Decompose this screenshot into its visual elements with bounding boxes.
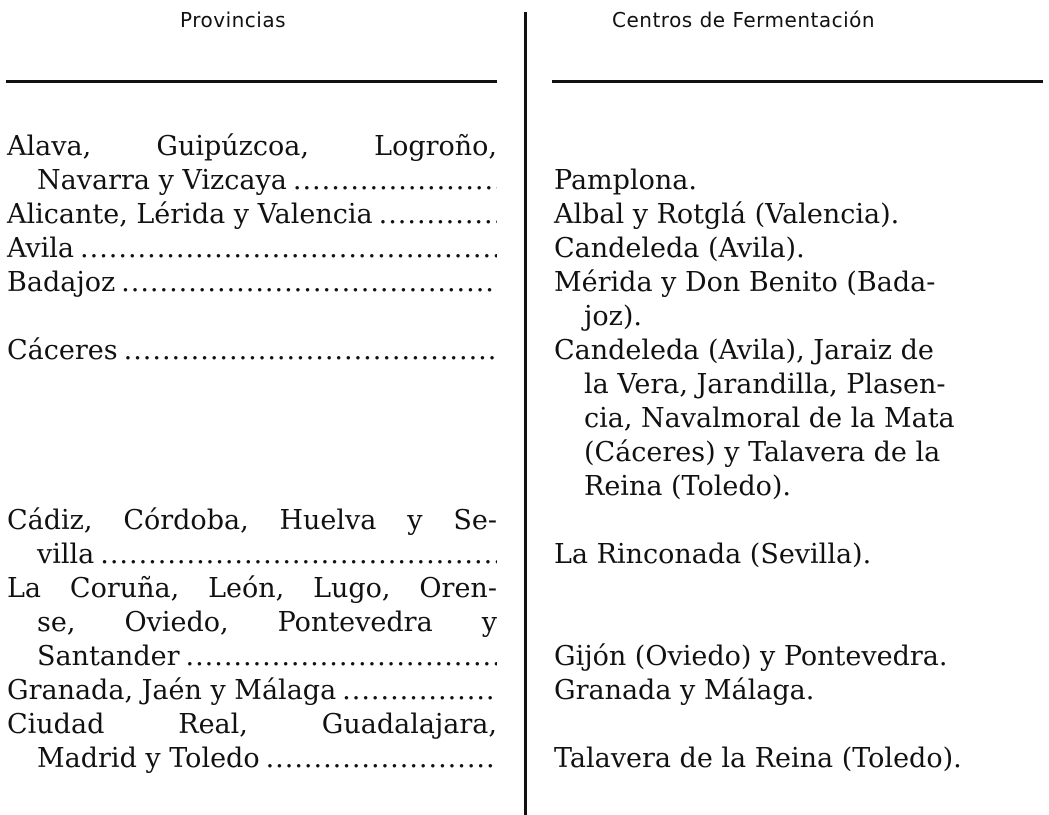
provincias-text: Granada, Jaén y Málaga: [7, 675, 337, 706]
dot-leader: [293, 164, 497, 198]
centros-cell: [554, 266, 1044, 334]
provincias-cell: [7, 232, 497, 266]
centros-text: Gijón (Oviedo) y Pontevedra.: [554, 641, 948, 672]
centros-text: Talavera de la Reina (Toledo).: [554, 743, 962, 774]
provincias-text: Madrid y Toledo: [37, 743, 260, 774]
provincias-text: Cáceres: [7, 335, 118, 366]
provincias-cell: [7, 198, 497, 232]
column-divider: [524, 12, 527, 815]
centros-cell: [554, 640, 1044, 674]
centros-text: cia, Navalmoral de la Mata: [584, 403, 955, 434]
provincias-cell: [7, 266, 497, 300]
centros-cell: [554, 742, 1044, 776]
centros-text: Candeleda (Avila).: [554, 233, 805, 264]
provincias-cell: [7, 674, 497, 708]
provincias-cell: [7, 334, 497, 368]
dot-leader: [100, 538, 497, 572]
dot-leader: [266, 742, 497, 776]
provincias-cell: La Coruña, León, Lugo, Oren- se, Oviedo, Pontevedra y Santander .....: [7, 572, 497, 674]
centros-cell: [554, 198, 1044, 232]
dot-leader: [186, 640, 498, 674]
centros-text: Granada y Málaga.: [554, 675, 815, 706]
table-header-provincias: Provincias: [180, 8, 287, 32]
dot-leader: [379, 198, 497, 232]
centros-text: (Cáceres) y Talavera de la: [584, 437, 941, 468]
dot-leader: [342, 674, 497, 708]
centros-text: Pamplona.: [554, 165, 697, 196]
dot-leader: [124, 334, 497, 368]
header-rule-left: [6, 80, 497, 83]
centros-text: joz).: [584, 301, 642, 332]
dot-leader: [80, 232, 497, 266]
centros-text: Reina (Toledo).: [584, 471, 791, 502]
centros-text: la Vera, Jarandilla, Plasen-: [584, 369, 946, 400]
provincias-text: villa: [37, 539, 95, 570]
provincias-text: Santander: [37, 641, 180, 672]
centros-cell: [554, 334, 1044, 504]
centros-text: Albal y Rotglá (Valencia).: [554, 199, 900, 230]
provincias-cell: Cádiz, Córdoba, Huelva y Se- villa .....: [7, 504, 497, 572]
provincias-cell: Ciudad Real, Guadalajara, Madrid y Toledo .....: [7, 708, 497, 776]
header-rule-right: [552, 80, 1043, 83]
centros-cell: [554, 164, 1044, 198]
centros-cell: [554, 232, 1044, 266]
table-header-centros: Centros de Fermentación: [612, 8, 876, 32]
centros-text: Mérida y Don Benito (Bada-: [554, 267, 936, 298]
centros-cell: [554, 674, 1044, 708]
provincias-text: Avila: [7, 233, 75, 264]
provincias-text: Alicante, Lérida y Valencia: [7, 199, 373, 230]
provincias-text: Badajoz: [7, 267, 116, 298]
provincias-text: Navarra y Vizcaya: [37, 165, 287, 196]
centros-cell: [554, 538, 1044, 572]
provincias-cell: Alava, Guipúzcoa, Logroño, Navarra y Vizcaya .....: [7, 130, 497, 198]
dot-leader: [121, 266, 497, 300]
centros-text: Candeleda (Avila), Jaraiz de: [554, 335, 934, 366]
centros-text: La Rinconada (Sevilla).: [554, 539, 872, 570]
